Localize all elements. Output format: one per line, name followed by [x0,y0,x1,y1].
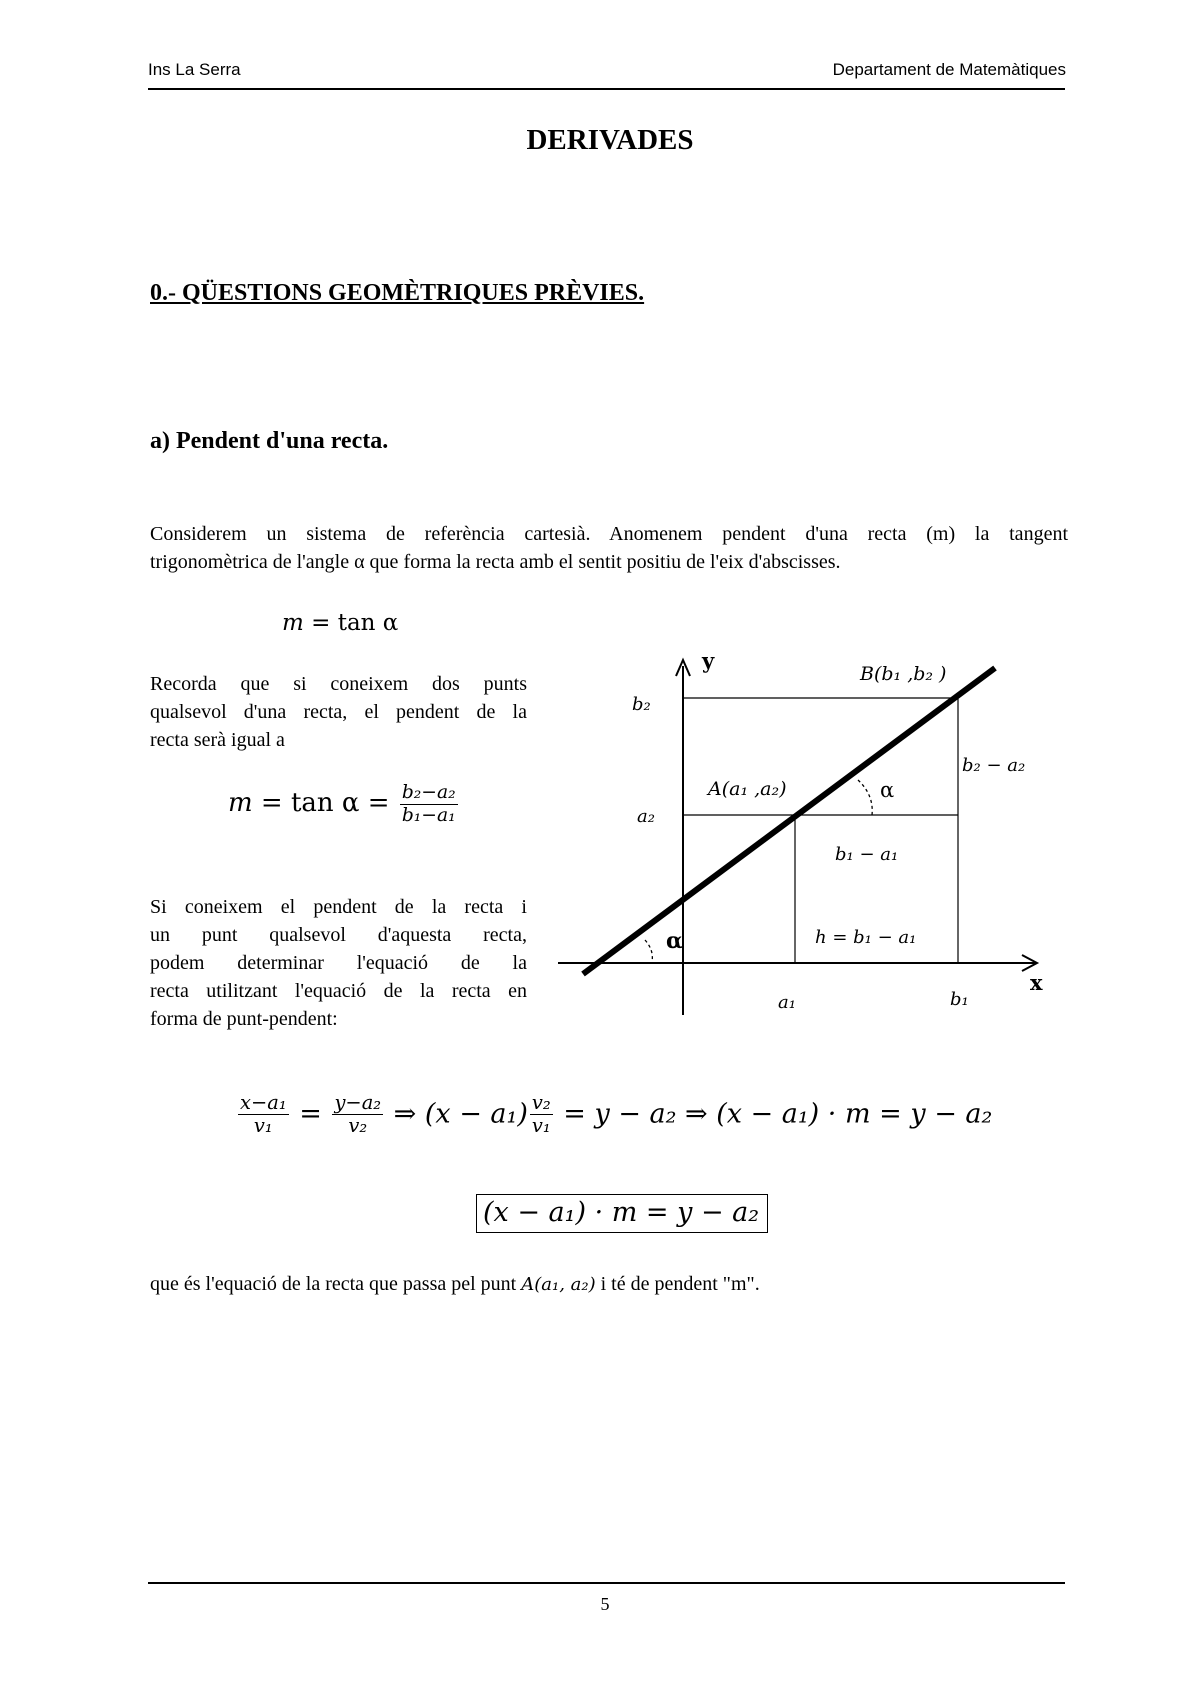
paragraph-line: un punt qualsevol d'aquesta recta, [150,924,527,946]
fraction-numerator: b₂−a₂ [401,782,456,803]
conclusion-text: que és l'equació de la recta que passa pel punt [150,1273,522,1295]
page-number: 5 [600,1594,610,1614]
paragraph-line: recta utilitzant l'equació de la recta en [150,980,527,1002]
formula-derivation [236,1092,992,1138]
label-a1: a₁ [778,992,796,1013]
formula-part: ⇒ (x − a₁) [385,1098,528,1130]
paragraph-line: qualsevol d'una recta, el pendent de la [150,701,527,723]
footer-rule [148,1582,1065,1584]
section-heading: 0.- QÜESTIONS GEOMÈTRIQUES PRÈVIES. [150,280,645,306]
conclusion-text-end: i té de pendent "m". [595,1273,760,1295]
alpha-label-bottom: α [666,928,683,954]
fraction-denominator: v₁ [531,1114,551,1138]
header-left: Ins La Serra [148,60,241,79]
formula-symbol: m [228,788,253,819]
fraction-denominator: v₂ [348,1114,368,1138]
paragraph-line: podem determinar l'equació de la [150,952,527,974]
formula-symbol: m [282,610,304,636]
paragraph-line: recta serà igual a [150,729,285,751]
label-b2: b₂ [632,694,651,715]
fraction [332,1092,383,1138]
paragraph-conclusion [150,1270,760,1299]
label-b1-minus-a1: b₁ − a₁ [835,844,899,865]
label-point-b: B(b₁ ,b₂ ) [860,663,947,685]
fraction-numerator: y−a₂ [334,1091,382,1114]
subsection-heading: a) Pendent d'una recta. [150,428,389,454]
label-point-a: A(a₁ ,a₂) [708,778,787,800]
formula-part: = y − a₂ ⇒ (x − a₁) · m = y − a₂ [554,1098,993,1130]
angle-arc-bottom [645,940,652,962]
angle-arc-top [858,780,872,815]
label-b2-minus-a2: b₂ − a₂ [962,755,1026,776]
formula-rest: = tan α [303,610,399,636]
alpha-label-top: α [880,778,895,802]
x-axis-label: x [1030,970,1043,995]
formula-equals: = [290,1098,331,1130]
conclusion-point: A(a₁, a₂) [521,1274,596,1295]
paragraph-line: trigonomètrica de l'angle α que forma la recta amb el sentit positiu de l'eix d'abscisses. [150,551,841,573]
page-title: DERIVADES [526,124,694,156]
fraction [530,1092,553,1138]
formula-middle: = tan α = [252,788,398,819]
fraction-denominator: b₁−a₁ [401,804,456,826]
header-right: Departament de Matemàtiques [832,60,1066,79]
paragraph-line: Recorda que si coneixem dos punts [150,673,527,695]
y-axis-label: y [702,648,715,673]
fraction [238,1092,289,1138]
label-a2: a₂ [637,806,655,827]
boxed-point-slope-formula: (x − a₁) · m = y − a₂ [476,1194,768,1233]
label-h: h = b₁ − a₁ [815,927,917,948]
paragraph-line: Si coneixem el pendent de la recta i [150,896,527,918]
fraction-numerator: v₂ [531,1091,551,1114]
fraction-denominator: v₁ [253,1114,273,1138]
paragraph-line: forma de punt-pendent: [150,1008,338,1030]
fraction-numerator: x−a₁ [240,1091,287,1114]
label-b1: b₁ [950,989,969,1010]
paragraph-line: Considerem un sistema de referència cartesià. Anomenem pendent d'una recta (m) la tangent [150,523,1068,545]
